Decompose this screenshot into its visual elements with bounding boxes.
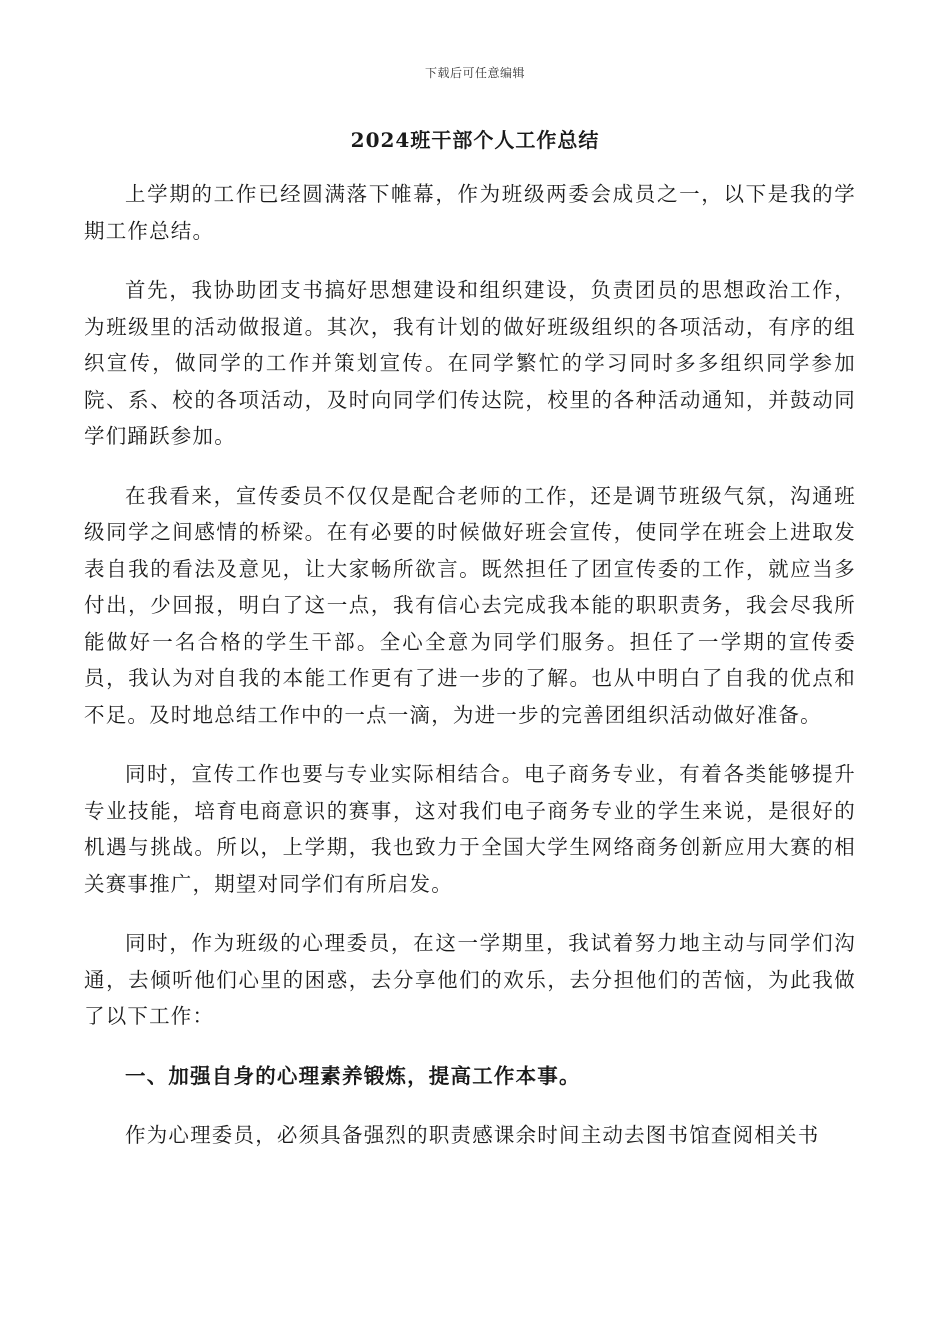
document-body: [84, 176, 856, 1177]
document-title: 2024班干部个人工作总结: [350, 128, 600, 152]
paragraph-intro: 上学期的工作已经圆满落下帷幕，作为班级两委会成员之一，以下是我的学期工作总结。: [84, 182, 856, 243]
paragraph-publicity-role: 在我看来，宣传委员不仅仅是配合老师的工作，还是调节班级气氛，沟通班级同学之间感情的桥梁。在有必要的时候做好班会宣传，使同学在班会上进取发表自我的看法及意见，让大家畅所欲言。既然担任了团宣传委的工作，就应当多付出，少回报，明白了这一点，我有信心去完成我本能的职职责务，我会尽我所能做好一名合格的学生干部。全心全意为同学们服务。担任了一学期的宣传委员，我认为对自我的本能工作更有了进一步的了解。也从中明白了自我的优点和不足。及时地总结工作中的一点一滴，为进一步的完善团组织活动做好准备。: [84, 483, 856, 727]
paragraph-psych-committee: 同时，作为班级的心理委员，在这一学期里，我试着努力地主动与同学们沟通，去倾听他们心里的困惑，去分享他们的欢乐，去分担他们的苦恼，为此我做了以下工作：: [84, 931, 856, 1028]
paragraph-major-integration: 同时，宣传工作也要与专业实际相结合。电子商务专业，有着各类能够提升专业技能，培育电商意识的赛事，这对我们电子商务专业的学生来说，是很好的机遇与挑战。所以，上学期，我也致力于全国大学生网络商务创新应用大赛的相关赛事推广，期望对同学们有所启发。: [84, 762, 856, 896]
paragraph-duties: 首先，我协助团支书搞好思想建设和组织建设，负责团员的思想政治工作，为班级里的活动做报道。其次，我有计划的做好班级组织的各项活动，有序的组织宣传，做同学的工作并策划宣传。在同学繁忙的学习同时多多组织同学参加院、系、校的各项活动，及时向同学们传达院，校里的各种活动通知，并鼓动同学们踊跃参加。: [84, 278, 856, 448]
section-heading: 一、加强自身的心理素养锻炼，提高工作本事。: [125, 1063, 581, 1088]
paragraph-last: 作为心理委员，必须具备强烈的职责感课余时间主动去图书馆查阅相关书: [125, 1123, 820, 1147]
header-note: 下载后可任意编辑: [424, 66, 525, 80]
